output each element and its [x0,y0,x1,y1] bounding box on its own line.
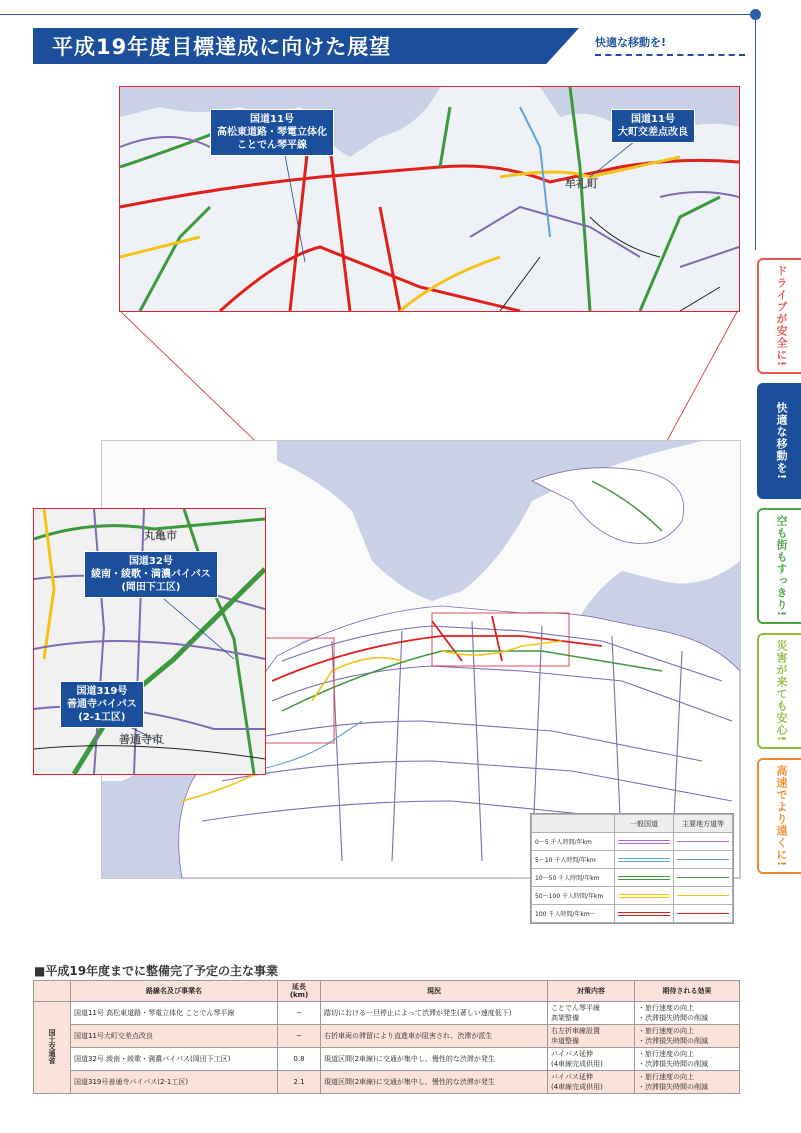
legend-label: 10〜50 千人時間/年km [532,869,615,887]
zoom-map-marugame [33,508,266,775]
place-label-mure: 牟礼町 [565,177,598,190]
project-status: 踏切における一旦停止によって渋滞が発生(著しい速度低下) [321,1002,548,1025]
project-measure: 右左折車線設置 歩道整備 [548,1025,635,1048]
legend-swatch-national [615,869,674,887]
project-effect: ・旅行速度の向上 ・渋滞損失時間の削減 [635,1025,740,1048]
project-status: 現道区間(2車線)に交通が集中し、慢性的な渋滞が発生 [321,1071,548,1094]
project-name: 国道32号 綾南・綾歌・満濃バイパス(岡田下工区) [71,1048,278,1071]
callout-kotoden-grade-separation: 国道11号 高松東道路・琴電立体化 ことでん琴平線 [210,109,334,156]
table-row [34,1071,740,1094]
legend-swatch-local [674,833,733,851]
legend-line-single [677,895,729,896]
projects-section-title: ■平成19年度までに整備完了予定の主な事業 [34,964,279,978]
callout-omachi-intersection: 国道11号 大町交差点改良 [611,109,695,143]
project-length: 0.8 [278,1048,321,1071]
legend-swatch-local [674,869,733,887]
project-length: 2.1 [278,1071,321,1094]
tab-label: 災害が来ても安心! [775,639,788,743]
legend-swatch-national [615,833,674,851]
legend-label: 5〜10 千人時間/年km [532,851,615,869]
legend-line-double [618,912,670,916]
place-label-zentsuji: 善通寺市 [119,733,163,746]
project-name: 国道319号善通寺バイパス(2-1工区) [71,1071,278,1094]
page-subtitle: 快適な移動を! [595,36,667,49]
agency-cell [34,1002,71,1094]
project-name: 国道11号大町交差点改良 [71,1025,278,1048]
agency-label: 国土交通省 [48,1029,56,1064]
legend-header-blank [532,815,615,833]
table-row [34,1002,740,1025]
legend-line-double [618,858,670,862]
projects-table [33,980,740,1094]
legend-swatch-national [615,887,674,905]
legend-label: 0〜5 千人時間/年km [532,833,615,851]
legend-header-national: 一般国道 [615,815,674,833]
table-row [34,1025,740,1048]
legend-line-double [618,876,670,880]
project-measure: ことでん琴平線 高架整備 [548,1002,635,1025]
legend-row [532,869,733,887]
legend-table [531,814,733,923]
legend-swatch-national [615,905,674,923]
col-header-status: 現況 [321,981,548,1002]
page-title: 平成19年度目標達成に向けた展望 [52,35,392,59]
zoom-map-takamatsu [119,86,740,312]
legend-line-single [677,841,729,842]
project-status: 右折車両の滞留により直進車が阻害され、渋滞が派生 [321,1025,548,1048]
callout-route319-bypass: 国道319号 善通寺バイパス (2-1工区) [60,681,144,728]
legend-line-single [677,859,729,860]
map-legend [530,813,734,924]
project-measure: バイパス延伸 (4車線完成供用) [548,1071,635,1094]
project-measure: バイパス延伸 (4車線完成供用) [548,1048,635,1071]
legend-row [532,887,733,905]
legend-label: 100 千人時間/年km〜 [532,905,615,923]
col-header-effect: 期待される効果 [635,981,740,1002]
project-length: − [278,1025,321,1048]
legend-line-single [677,877,729,878]
projects-header-row [34,981,740,1002]
project-name: 国道11号 高松東道路・琴電立体化 ことでん琴平線 [71,1002,278,1025]
callout-route32-bypass: 国道32号 綾南・綾歌・満濃バイパス (岡田下工区) [84,551,218,598]
legend-line-single [677,913,729,914]
project-length: − [278,1002,321,1025]
legend-row [532,905,733,923]
place-label-marugame: 丸亀市 [144,529,177,542]
legend-line-double [618,894,670,898]
legend-row [532,833,733,851]
tab-label: 空も街もすっきり! [775,514,788,618]
legend-label: 50〜100 千人時間/年km [532,887,615,905]
agency-header-blank [34,981,71,1002]
col-header-length: 延長 (km) [278,981,321,1002]
legend-swatch-local [674,905,733,923]
project-effect: ・旅行速度の向上 ・渋滞損失時間の削減 [635,1048,740,1071]
project-effect: ・旅行速度の向上 ・渋滞損失時間の削減 [635,1071,740,1094]
legend-header [532,815,733,833]
col-header-measure: 対策内容 [548,981,635,1002]
tab-label: 高速でより遠くに! [775,764,788,868]
project-status: 現道区間(2車線)に交通が集中し、慢性的な渋滞が発生 [321,1048,548,1071]
legend-row [532,851,733,869]
tab-label: 快適な移動を! [775,401,788,481]
col-header-name: 路線名及び事業名 [71,981,278,1002]
legend-swatch-local [674,887,733,905]
legend-line-double [618,840,670,844]
tab-label: ドライブが安全に! [775,264,788,368]
legend-swatch-national [615,851,674,869]
table-row [34,1048,740,1071]
project-effect: ・旅行速度の向上 ・渋滞損失時間の削減 [635,1002,740,1025]
legend-swatch-local [674,851,733,869]
legend-header-local: 主要地方道等 [674,815,733,833]
